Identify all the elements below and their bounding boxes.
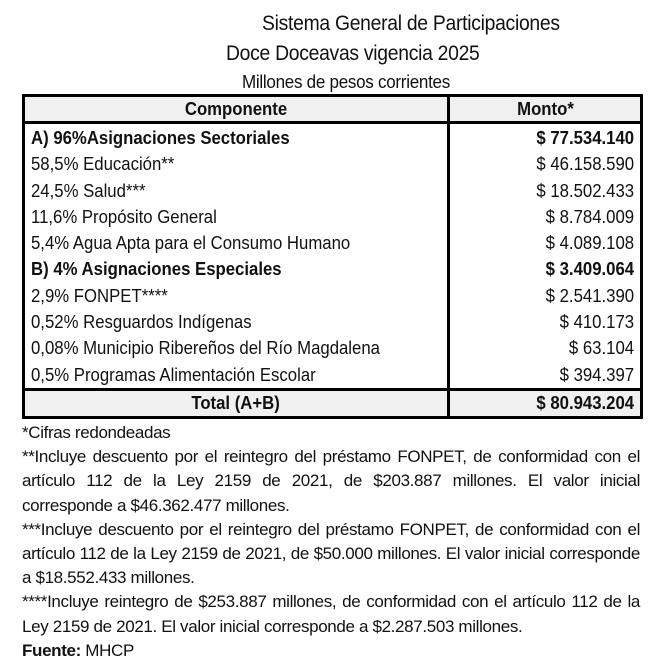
table-row [24,151,642,177]
table-row [24,283,642,309]
cell-monto: $ 46.158.590 [536,154,634,175]
page-title: Sistema General de Participaciones [262,12,560,35]
page-subtitle: Doce Doceavas vigencia 2025 [226,42,480,65]
table-row-group-b [24,256,642,282]
cell-monto: $ 4.089.108 [545,233,634,254]
cell-monto: $ 18.502.433 [536,180,634,201]
column-header-componente: Componente [24,96,449,123]
cell-componente: 24,5% Salud*** [24,178,449,204]
column-header-monto: Monto* [449,96,642,123]
footnotes [22,421,640,663]
table-row [24,335,642,361]
cell-componente: B) 4% Asignaciones Especiales [24,256,449,282]
table-row [24,178,642,204]
cell-componente: 5,4% Agua Apta para el Consumo Humano [24,230,449,256]
table-row [24,204,642,230]
cell-monto: $ 394.397 [559,364,634,385]
source-value: MHCP [80,640,134,660]
total-label: Total (A+B) [24,389,449,417]
table-row [24,230,642,256]
footnote-salud: ***Incluye descuento por el reintegro del préstamo FONPET, de conformidad con el artículo 112 de la Ley 2159 de 2021, de $50.000 millones. El valor inicial corresponde a $18.552.433 millones. [22,519,640,588]
total-value: $ 80.943.204 [449,389,642,417]
table-row-group-a [24,123,642,152]
cell-monto: $ 63.104 [568,338,634,359]
cell-componente: 58,5% Educación** [24,151,449,177]
cell-componente: 2,9% FONPET**** [24,283,449,309]
table-header-row [24,96,642,123]
cell-componente: A) 96%Asignaciones Sectoriales [24,123,449,152]
source-label: Fuente: [22,640,81,660]
units-label: Millones de pesos corrientes [242,71,450,92]
cell-monto: $ 3.409.064 [545,259,634,280]
table-total-row [24,389,642,417]
cell-monto: $ 2.541.390 [545,285,634,306]
table-row [24,309,642,335]
cell-monto: $ 77.534.140 [536,128,634,148]
footnote-rounded: *Cifras redondeadas [22,423,171,442]
cell-monto: $ 410.173 [559,312,634,333]
cell-componente: 11,6% Propósito General [24,204,449,230]
cell-componente: 0,52% Resguardos Indígenas [24,309,449,335]
sgp-table [22,94,643,419]
cell-componente: 0,5% Programas Alimentación Escolar [24,362,449,390]
footnote-educacion: **Incluye descuento por el reintegro del préstamo FONPET, de conformidad con el artículo 112 de la Ley 2159 de 2021, de $203.887 millones. El valor inicial corresponde a $46.362.477 millones. [22,447,640,515]
cell-componente: 0,08% Municipio Ribereños del Río Magdalena [24,335,449,361]
cell-monto: $ 8.784.009 [545,206,634,227]
table-row [24,362,642,390]
source-line [22,639,640,663]
footnote-fonpet: ****Incluye reintegro de $253.887 millones, de conformidad con el artículo 112 de la Ley 2159 de 2021. El valor inicial corresponde a $2.287.503 millones. [22,592,640,636]
